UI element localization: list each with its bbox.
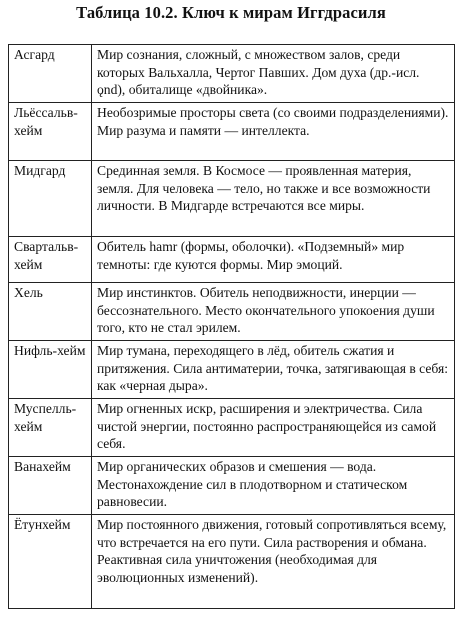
table-row xyxy=(9,399,455,457)
table-row xyxy=(9,515,455,609)
table-row xyxy=(9,283,455,341)
world-description-cell: Необозримые просторы света (со своими подразделениями). Мир разума и памяти — интеллекта. xyxy=(92,103,455,161)
world-name-cell: Муспелль-хейм xyxy=(9,399,92,457)
world-name-cell: Ётунхейм xyxy=(9,515,92,609)
world-description-cell: Мир тумана, переходящего в лёд, обитель сжатия и притяжения. Сила антиматерии, точка, затягивающая в себя: как «черная дыра». xyxy=(92,341,455,399)
world-description-cell: Обитель hamr (формы, оболочки). «Подземный» мир темноты: где куются формы. Мир эмоций. xyxy=(92,237,455,283)
world-description-cell: Мир постоянного движения, готовый сопротивляться всему, что встречается на его пути. Сила растворения и обмана. Реактивная сила уничтожения (необходимая для эволюционных изменений). xyxy=(92,515,455,609)
worlds-table xyxy=(8,44,455,609)
table-row xyxy=(9,341,455,399)
world-name-cell: Нифль-хейм xyxy=(9,341,92,399)
table-row xyxy=(9,237,455,283)
world-name-cell: Ванахейм xyxy=(9,457,92,515)
table-row xyxy=(9,161,455,237)
table-row xyxy=(9,45,455,103)
world-name-cell: Льёссальв-хейм xyxy=(9,103,92,161)
world-description-cell: Срединная земля. В Космосе — проявленная материя, земля. Для человека — тело, но также и все возможности личности. В Мидгарде встречаются все миры. xyxy=(92,161,455,237)
table-row xyxy=(9,103,455,161)
table-row xyxy=(9,457,455,515)
world-name-cell: Мидгард xyxy=(9,161,92,237)
world-description-cell: Мир органических образов и смешения — вода. Местонахождение сил в плодотворном и статическом равновесии. xyxy=(92,457,455,515)
world-name-cell: Хель xyxy=(9,283,92,341)
world-name-cell: Асгард xyxy=(9,45,92,103)
world-description-cell: Мир огненных искр, расширения и электричества. Сила чистой энергии, постоянно распространяющейся из самой себя. xyxy=(92,399,455,457)
world-description-cell: Мир сознания, сложный, с множеством залов, среди которых Вальхалла, Чертог Павших. Дом духа (др.-исл. ǫnd), обиталище «двойника». xyxy=(92,45,455,103)
table-title: Таблица 10.2. Ключ к мирам Иггдрасиля xyxy=(76,3,386,22)
world-description-cell: Мир инстинктов. Обитель неподвижности, инерции — бессознательного. Место окончательного упокоения души того, кто не стал эрилем. xyxy=(92,283,455,341)
world-name-cell: Свартальв-хейм xyxy=(9,237,92,283)
